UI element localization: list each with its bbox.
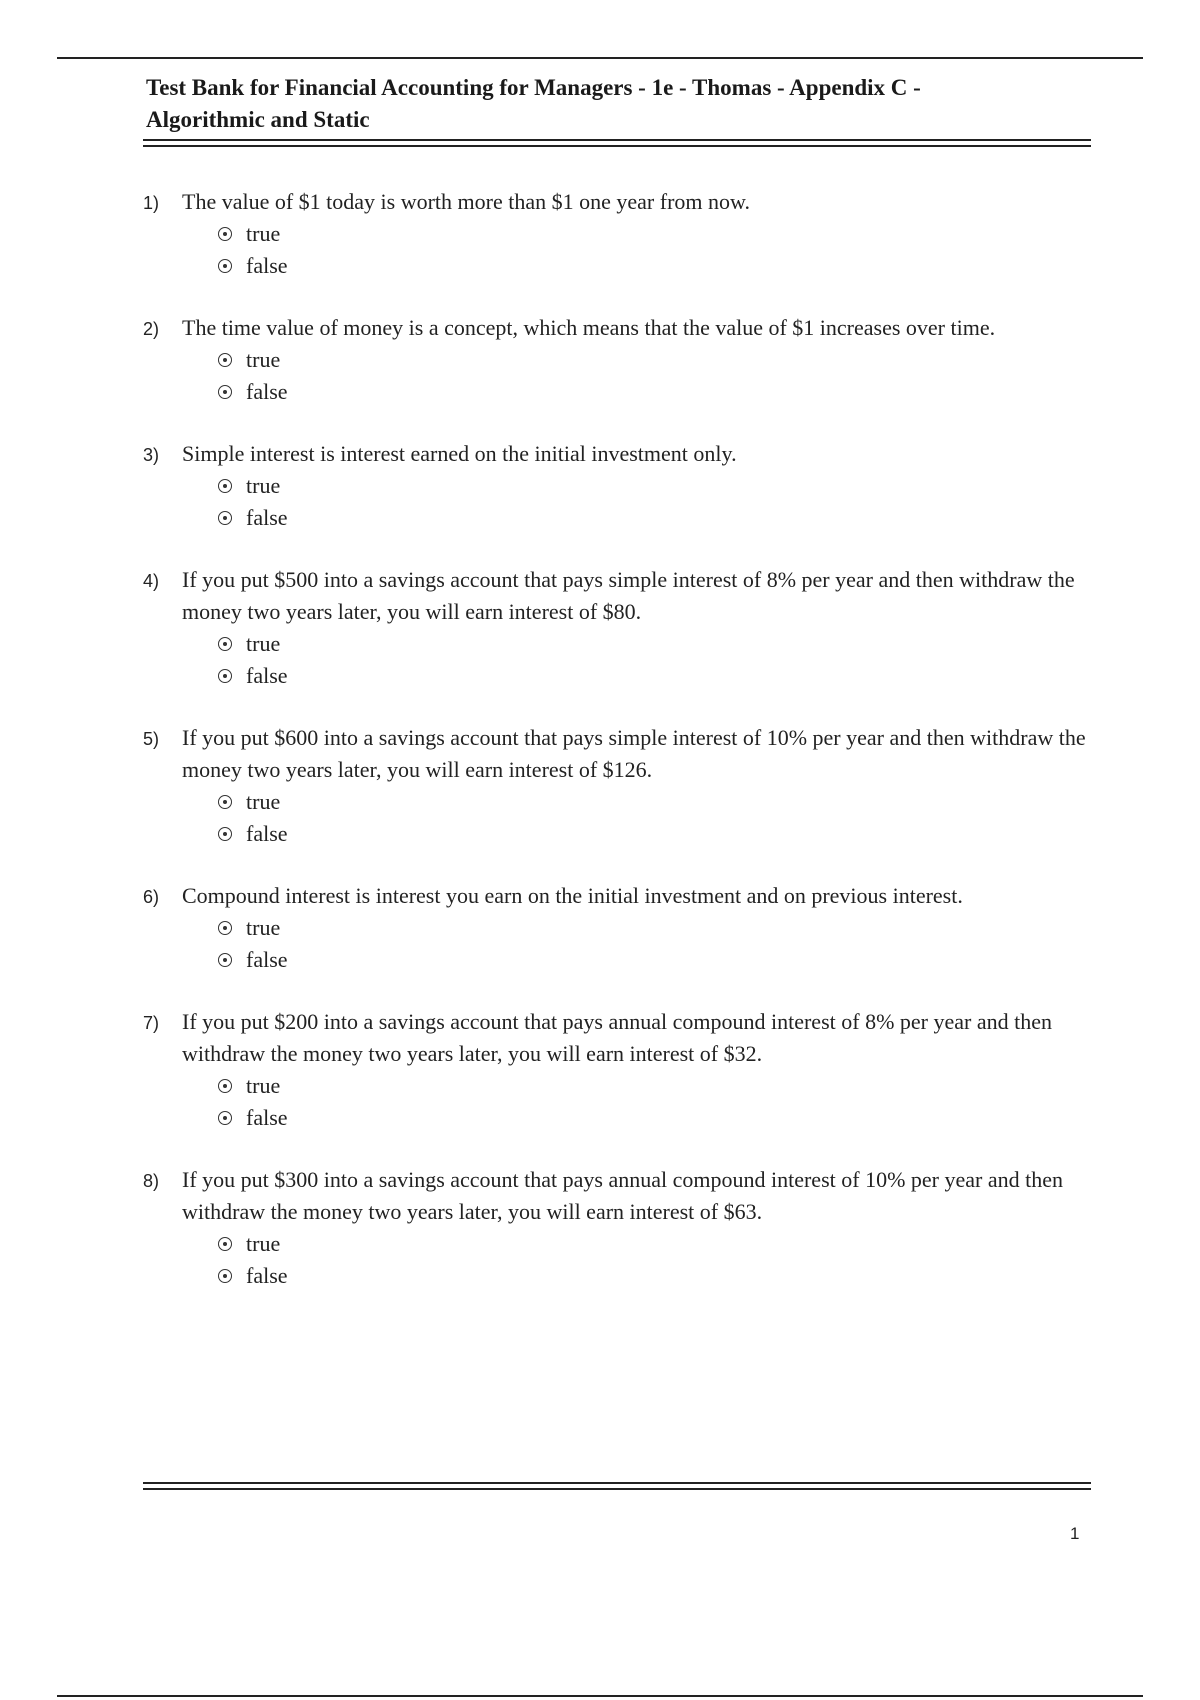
radio-icon[interactable] (218, 1079, 232, 1093)
radio-icon[interactable] (218, 921, 232, 935)
radio-icon[interactable] (218, 1111, 232, 1125)
answer-choices (143, 218, 1103, 282)
choice-label: true (246, 1231, 281, 1256)
radio-icon[interactable] (218, 353, 232, 367)
radio-icon[interactable] (218, 1237, 232, 1251)
header-double-rule (143, 139, 1091, 147)
choice-true[interactable] (218, 628, 1103, 660)
question-number: 5) (143, 729, 160, 749)
question-8 (143, 1164, 1103, 1292)
answer-choices (143, 786, 1103, 850)
answer-choices (143, 912, 1103, 976)
question-text: Simple interest is interest earned on the initial investment only. (182, 441, 737, 466)
choice-label: true (246, 915, 281, 940)
question-5 (143, 722, 1103, 850)
question-text: If you put $200 into a savings account that pays annual compound interest of 8% per year and then withdraw the money two years later, you will earn interest of $32. (182, 1009, 1052, 1066)
choice-label: true (246, 347, 281, 372)
choice-label: true (246, 631, 281, 656)
bottom-divider (57, 1695, 1143, 1697)
choice-label: true (246, 473, 281, 498)
answer-choices (143, 344, 1103, 408)
question-list (143, 186, 1103, 1322)
choice-true[interactable] (218, 218, 1103, 250)
document-title: Test Bank for Financial Accounting for Managers - 1e - Thomas - Appendix C - Algorithmic and Static (146, 75, 921, 132)
question-1 (143, 186, 1103, 282)
question-7 (143, 1006, 1103, 1134)
choice-false[interactable] (218, 1102, 1103, 1134)
question-text: The time value of money is a concept, which means that the value of $1 increases over time. (182, 315, 996, 340)
question-text: If you put $500 into a savings account that pays simple interest of 8% per year and then withdraw the money two years later, you will earn interest of $80. (182, 567, 1075, 624)
choice-true[interactable] (218, 1228, 1103, 1260)
choice-true[interactable] (218, 344, 1103, 376)
choice-label: true (246, 221, 281, 246)
question-text: Compound interest is interest you earn on the initial investment and on previous interest. (182, 883, 963, 908)
radio-icon[interactable] (218, 827, 232, 841)
choice-label: false (246, 253, 288, 278)
radio-icon[interactable] (218, 1269, 232, 1283)
answer-choices (143, 628, 1103, 692)
choice-label: false (246, 947, 288, 972)
choice-false[interactable] (218, 1260, 1103, 1292)
page-number: 1 (1070, 1524, 1080, 1543)
answer-choices (143, 1228, 1103, 1292)
radio-icon[interactable] (218, 637, 232, 651)
top-divider (57, 57, 1143, 59)
answer-choices (143, 1070, 1103, 1134)
radio-icon[interactable] (218, 385, 232, 399)
radio-icon[interactable] (218, 795, 232, 809)
question-3 (143, 438, 1103, 534)
question-number: 7) (143, 1013, 160, 1033)
choice-label: false (246, 663, 288, 688)
choice-false[interactable] (218, 376, 1103, 408)
question-number: 1) (143, 193, 160, 213)
question-6 (143, 880, 1103, 976)
choice-true[interactable] (218, 1070, 1103, 1102)
question-4 (143, 564, 1103, 692)
choice-false[interactable] (218, 944, 1103, 976)
radio-icon[interactable] (218, 953, 232, 967)
footer-double-rule (143, 1482, 1091, 1490)
radio-icon[interactable] (218, 259, 232, 273)
radio-icon[interactable] (218, 227, 232, 241)
choice-false[interactable] (218, 250, 1103, 282)
choice-true[interactable] (218, 786, 1103, 818)
question-number: 8) (143, 1171, 160, 1191)
choice-false[interactable] (218, 502, 1103, 534)
choice-label: false (246, 505, 288, 530)
radio-icon[interactable] (218, 511, 232, 525)
radio-icon[interactable] (218, 669, 232, 683)
choice-true[interactable] (218, 470, 1103, 502)
choice-true[interactable] (218, 912, 1103, 944)
question-text: If you put $600 into a savings account that pays simple interest of 10% per year and then withdraw the money two years later, you will earn interest of $126. (182, 725, 1086, 782)
choice-false[interactable] (218, 818, 1103, 850)
choice-false[interactable] (218, 660, 1103, 692)
choice-label: true (246, 1073, 281, 1098)
choice-label: false (246, 1105, 288, 1130)
choice-label: false (246, 821, 288, 846)
answer-choices (143, 470, 1103, 534)
question-text: If you put $300 into a savings account that pays annual compound interest of 10% per year and then withdraw the money two years later, you will earn interest of $63. (182, 1167, 1063, 1224)
question-2 (143, 312, 1103, 408)
choice-label: false (246, 379, 288, 404)
question-text: The value of $1 today is worth more than $1 one year from now. (182, 189, 750, 214)
choice-label: true (246, 789, 281, 814)
question-number: 4) (143, 571, 160, 591)
question-number: 3) (143, 445, 160, 465)
question-number: 2) (143, 319, 160, 339)
question-number: 6) (143, 887, 160, 907)
choice-label: false (246, 1263, 288, 1288)
radio-icon[interactable] (218, 479, 232, 493)
